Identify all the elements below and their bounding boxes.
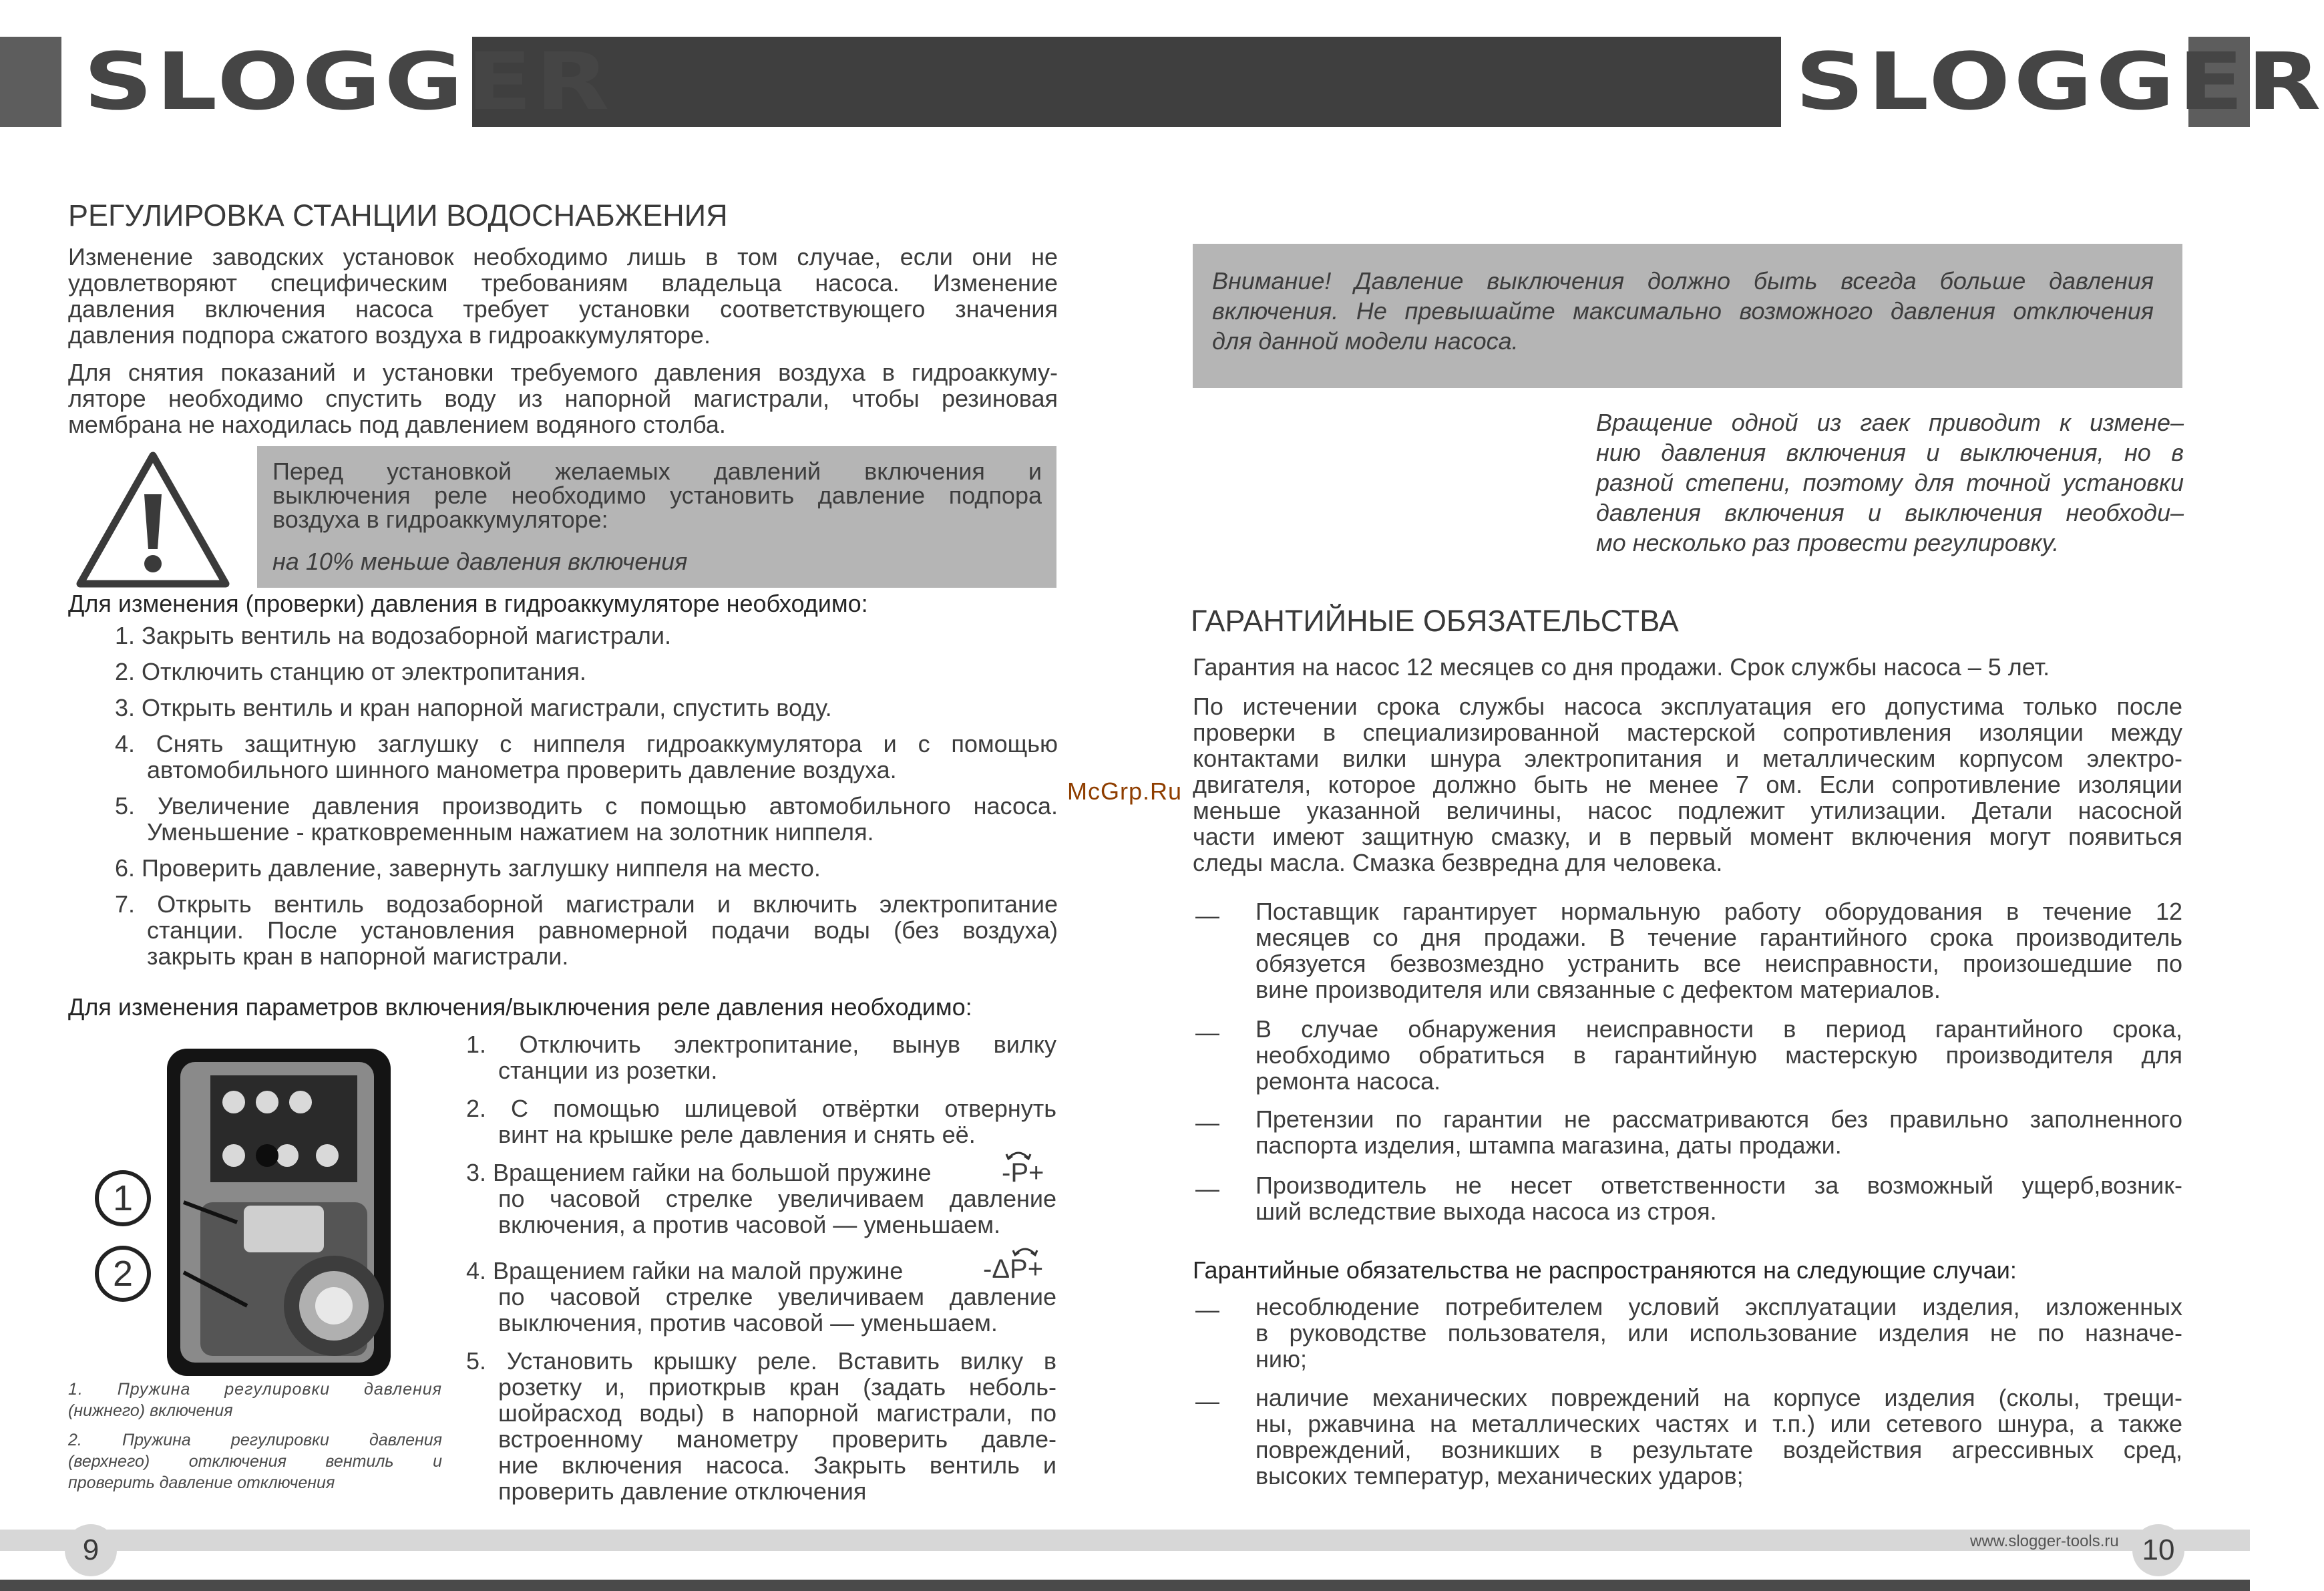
para-line: По истечении срока службы насоса эксплуатация его допустима только после: [1193, 693, 2182, 720]
watermark: McGrp.Ru: [1067, 777, 1183, 805]
footer-bar: [0, 1530, 2250, 1551]
exclusions-heading: Гарантийные обязательства не распространяются на следующие случаи:: [1193, 1256, 2017, 1284]
warning-text: [272, 460, 1042, 532]
website-link[interactable]: www.slogger-tools.ru: [1970, 1532, 2119, 1550]
para-line: ляторе необходимо спустить воду из напорной магистрали, чтобы резиновая: [68, 385, 1058, 412]
relay-step: 5. Установить крышку реле. Вставить вилку в розетку и, приоткрыв кран (задать неболь- шойрасход воды) в напорной магистрали, по встроенному манометру проверить давле- ние включения насоса. Закрыть вентиль и проверить давление отключения: [466, 1347, 1056, 1505]
warning-icon: [75, 449, 231, 590]
dash-bullet: —: [1195, 1019, 1219, 1046]
footer-bottom-line: [0, 1580, 2250, 1591]
step-item: 6. Проверить давление, завернуть заглушку ниппеля на место.: [115, 854, 821, 882]
warranty-bullet: Производитель не несет ответственности за возможный ущерб,возник- ший вследствие выхода насоса из строя.: [1255, 1172, 2182, 1225]
para-line: давления подпора сжатого воздуха в гидроаккумуляторе.: [68, 321, 711, 349]
note-line: Вращение одной из гаек приводит к измене–: [1596, 409, 2184, 436]
relay-step: 1. Отключить электропитание, вынув вилку станции из розетки.: [466, 1031, 1056, 1084]
photo-label-2: 2: [95, 1246, 151, 1302]
header-left-block: [0, 37, 61, 127]
check-steps: [115, 623, 1058, 969]
warning-note: на 10% меньше давления включения: [272, 548, 688, 575]
relay-step: 2. С помощью шлицевой отвёртки отвернуть винт на крышке реле давления и снять её.: [466, 1095, 1056, 1148]
para-line: двигателя, которое должно быть не менее 7 ом. Если сопротивление изоляции: [1193, 771, 2182, 798]
note-line: разной степени, поэтому для точной установки: [1596, 469, 2184, 496]
rotation-note: [1596, 407, 2184, 558]
step-item: 2. Отключить станцию от электропитания.: [115, 658, 586, 685]
page-number-right: 10: [2132, 1524, 2184, 1576]
attention-line: включения. Не превышайте максимально возможного давления отключения: [1212, 297, 2154, 325]
air-paragraph: [68, 359, 1058, 437]
caption-line: (нижнего) включения: [68, 1401, 233, 1420]
exclusion-item: несоблюдение потребителем условий эксплуатации изделия, изложенных в руководстве пользователя, или использование изделия не по назначе- нию;: [1255, 1293, 2182, 1373]
step-item: 5. Увеличение давления производить с помощью автомобильного насоса. Уменьшение - кратковременным нажатием на золотник ниппеля.: [115, 792, 1058, 846]
relay-step: 3. Вращением гайки на большой пружине по часовой стрелке увеличиваем давление включения, а против часовой — уменьшаем.: [466, 1159, 1056, 1238]
step-item: 4. Снять защитную заглушку с ниппеля гидроаккумулятора и с помощью автомобильного шинного манометра проверить давление воздуха.: [115, 730, 1058, 783]
para-line: части имеют защитную смазку, и в первый момент включения могут появиться: [1193, 823, 2182, 850]
intro-paragraph: [68, 244, 1058, 348]
warranty-paragraph: [1193, 693, 2182, 876]
relay-heading: Для изменения параметров включения/выключения реле давления необходимо:: [68, 993, 972, 1021]
photo-label-1: 1: [95, 1170, 151, 1226]
warranty-term: Гарантия на насос 12 месяцев со дня продажи. Срок службы насоса – 5 лет.: [1193, 653, 2050, 681]
dash-bullet: —: [1195, 1296, 1219, 1323]
caption-line: 2. Пружина регулировки давления: [68, 1431, 442, 1449]
note-line: давления включения и выключения необходи–: [1596, 499, 2184, 526]
page-number-left: 9: [65, 1524, 117, 1576]
warning-line: воздуха в гидроаккумуляторе:: [272, 506, 608, 533]
attention-text: [1212, 266, 2154, 356]
note-line: нию давления включения и выключения, но в: [1596, 439, 2184, 466]
check-heading: Для изменения (проверки) давления в гидроаккумуляторе необходимо:: [68, 590, 868, 617]
para-line: удовлетворяют специфическим требованиям владельца насоса. Изменение: [68, 269, 1058, 297]
dash-bullet: —: [1195, 1175, 1219, 1202]
step-item: 1. Закрыть вентиль на водозаборной магистрали.: [115, 622, 672, 649]
attention-line: Внимание! Давление выключения должно быть всегда больше давления: [1212, 267, 2154, 295]
relay-step: 4. Вращением гайки на малой пружине по часовой стрелке увеличиваем давление выключения, против часовой — уменьшаем.: [466, 1257, 1056, 1337]
note-line: мо несколько раз провести регулировку.: [1596, 529, 2060, 556]
page-title: РЕГУЛИРОВКА СТАНЦИИ ВОДОСНАБЖЕНИЯ: [68, 198, 728, 232]
warranty-bullet: В случае обнаружения неисправности в период гарантийного срока, необходимо обратиться в гарантийную мастерскую производителя для ремонта насоса.: [1255, 1015, 2182, 1095]
symbol-dp: -ΔP+: [983, 1254, 1044, 1284]
caption-line: 1. Пружина регулировки давления: [68, 1380, 442, 1399]
para-line: Изменение заводских установок необходимо лишь в том случае, если они не: [68, 243, 1058, 271]
para-line: Для снятия показаний и установки требуемого давления воздуха в гидроаккуму-: [68, 359, 1058, 386]
header-bar: [472, 37, 1781, 127]
para-line: контактами вилки шнура электропитания и металлическим корпусом электро-: [1193, 745, 2182, 772]
warning-line: Перед установкой желаемых давлений включения и: [272, 458, 1042, 485]
para-line: меньше указанной величины, насос подлежит утилизации. Детали насосной: [1193, 797, 2182, 824]
para-line: проверки в специализированной мастерской сопротивления изоляции между: [1193, 719, 2182, 746]
step-item: 7. Открыть вентиль водозаборной магистрали и включить электропитание станции. После установления равномерной подачи воды (без воздуха) закрыть кран в напорной магистрали.: [115, 890, 1058, 970]
step-item: 3. Открыть вентиль и кран напорной магистрали, спустить воду.: [115, 694, 832, 721]
para-line: давления включения насоса требует установки соответствующего значения: [68, 295, 1058, 323]
logo-left: SLOGGER: [83, 35, 613, 128]
attention-line: для данной модели насоса.: [1212, 327, 1519, 355]
warranty-bullet: Претензии по гарантии не рассматриваются без правильно заполненного паспорта изделия, штампа магазина, даты продажи.: [1255, 1105, 2182, 1159]
exclusion-item: наличие механических повреждений на корпусе изделия (сколы, трещи- ны, ржавчина на металлических частях и т.п.) или сетевого шнура, а также повреждений, возникших в результате воздействия агрессивных сред, высоких температур, механических ударов;: [1255, 1384, 2182, 1489]
dash-bullet: —: [1195, 1387, 1219, 1415]
warning-line: выключения реле необходимо установить давление подпора: [272, 482, 1042, 509]
para-line: следы масла. Смазка безвредна для человека.: [1193, 849, 1723, 876]
caption-line: проверить давление отключения: [68, 1473, 335, 1492]
dash-bullet: —: [1195, 1109, 1219, 1136]
logo-right: SLOGGER: [1795, 35, 2324, 128]
dash-bullet: —: [1195, 902, 1219, 929]
warranty-bullet: Поставщик гарантирует нормальную работу оборудования в течение 12 месяцев со дня продажи. В течение гарантийного срока производитель обязуется безвозмездно устранить все неисправности, произошедшие по вине производителя или связанные с дефектом материалов.: [1255, 898, 2182, 1003]
para-line: мембрана не находилась под давлением водяного столба.: [68, 411, 726, 438]
photo-captions: [68, 1379, 442, 1493]
caption-line: (верхнего) отключения вентиль и: [68, 1452, 442, 1471]
symbol-p: -P+: [1002, 1158, 1044, 1188]
warranty-title: ГАРАНТИЙНЫЕ ОБЯЗАТЕЛЬСТВА: [1191, 604, 1679, 638]
relay-steps: [466, 1031, 1056, 1504]
